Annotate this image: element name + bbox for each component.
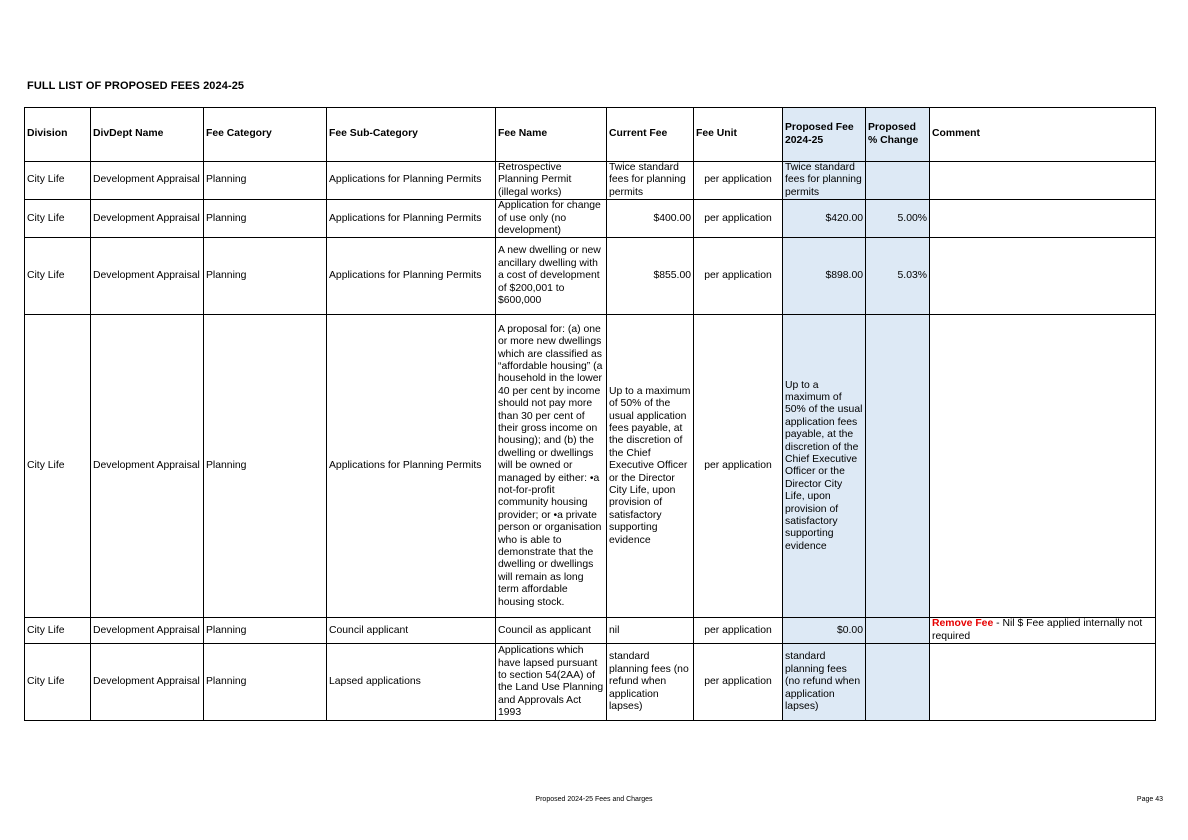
- table-row: [25, 200, 1156, 238]
- comment-cell: [930, 315, 1156, 618]
- header-fee-name: Fee Name: [496, 108, 607, 162]
- footer-page-number: Page 43: [1136, 796, 1163, 803]
- dept-cell: Development Appraisal: [91, 315, 204, 618]
- header-comment: Comment: [930, 108, 1156, 162]
- header-proposed-change: Proposed % Change: [866, 108, 930, 162]
- fee-name-cell: Application for change of use only (no development): [496, 200, 607, 238]
- table-row: [25, 618, 1156, 644]
- dept-cell: Development Appraisal: [91, 644, 204, 721]
- fee-unit-cell: per application: [694, 644, 783, 721]
- fee-unit-cell: per application: [694, 238, 783, 315]
- current-fee-cell: nil: [607, 618, 694, 644]
- change-cell: [866, 315, 930, 618]
- category-cell: Planning: [204, 238, 327, 315]
- proposed-fee-cell: Up to a maximum of 50% of the usual application fees payable, at the discretion of the Chief Executive Officer or the Director City Life, upon provision of satisfactory supporting evidence: [783, 315, 866, 618]
- comment-emphasis: Remove Fee: [932, 618, 994, 630]
- current-fee-cell: Up to a maximum of 50% of the usual application fees payable, at the discretion of the Chief Executive Officer or the Director City Life, upon provision of satisfactory supporting evidence: [607, 315, 694, 618]
- header-dept: DivDept Name: [91, 108, 204, 162]
- comment-cell: [930, 200, 1156, 238]
- comment-cell: [930, 238, 1156, 315]
- table-row: [25, 644, 1156, 721]
- current-fee-cell: $400.00: [607, 200, 694, 238]
- division-cell: City Life: [25, 644, 91, 721]
- dept-cell: Development Appraisal: [91, 238, 204, 315]
- proposed-fee-cell: $0.00: [783, 618, 866, 644]
- header-subcategory: Fee Sub-Category: [327, 108, 496, 162]
- dept-cell: Development Appraisal: [91, 618, 204, 644]
- fee-name-cell: Retrospective Planning Permit (illegal works): [496, 162, 607, 200]
- fee-name-cell: A proposal for: (a) one or more new dwellings which are classified as “affordable housing” (a household in the lower 40 per cent by income should not pay more than 30 per cent of their gross income on housing); and (b) the dwelling or dwellings will be owned or managed by either: •a not-for-profit community housing provider; or •a private person or organisation who is able to demonstrate that the dwelling or dwellings will remain as long term affordable housing stock.: [496, 315, 607, 618]
- table-row: [25, 162, 1156, 200]
- proposed-fee-cell: standard planning fees (no refund when application lapses): [783, 644, 866, 721]
- proposed-fee-cell: Twice standard fees for planning permits: [783, 162, 866, 200]
- division-cell: City Life: [25, 315, 91, 618]
- subcategory-cell: Applications for Planning Permits: [327, 162, 496, 200]
- subcategory-cell: Applications for Planning Permits: [327, 315, 496, 618]
- fee-unit-cell: per application: [694, 618, 783, 644]
- subcategory-cell: Lapsed applications: [327, 644, 496, 721]
- current-fee-cell: $855.00: [607, 238, 694, 315]
- current-fee-cell: standard planning fees (no refund when application lapses): [607, 644, 694, 721]
- header-current-fee: Current Fee: [607, 108, 694, 162]
- current-fee-cell: Twice standard fees for planning permits: [607, 162, 694, 200]
- category-cell: Planning: [204, 162, 327, 200]
- fee-unit-cell: per application: [694, 315, 783, 618]
- fee-name-cell: Council as applicant: [496, 618, 607, 644]
- comment-cell: [930, 644, 1156, 721]
- division-cell: City Life: [25, 238, 91, 315]
- header-fee-unit: Fee Unit: [694, 108, 783, 162]
- page-title: FULL LIST OF PROPOSED FEES 2024-25: [27, 80, 245, 92]
- footer-document-title: Proposed 2024-25 Fees and Charges: [535, 796, 653, 803]
- proposed-fee-cell: $420.00: [783, 200, 866, 238]
- subcategory-cell: Applications for Planning Permits: [327, 238, 496, 315]
- table-row: [25, 315, 1156, 618]
- table-header-row: [25, 108, 1156, 162]
- change-cell: [866, 644, 930, 721]
- fees-table: [24, 107, 1156, 721]
- category-cell: Planning: [204, 618, 327, 644]
- header-proposed-fee: Proposed Fee 2024-25: [783, 108, 866, 162]
- comment-cell: [930, 618, 1156, 644]
- dept-cell: Development Appraisal: [91, 200, 204, 238]
- category-cell: Planning: [204, 200, 327, 238]
- fee-name-cell: Applications which have lapsed pursuant to section 54(2AA) of the Land Use Planning and Approvals Act 1993: [496, 644, 607, 721]
- dept-cell: Development Appraisal: [91, 162, 204, 200]
- division-cell: City Life: [25, 618, 91, 644]
- division-cell: City Life: [25, 200, 91, 238]
- header-division: Division: [25, 108, 91, 162]
- change-cell: [866, 162, 930, 200]
- division-cell: City Life: [25, 162, 91, 200]
- change-cell: [866, 618, 930, 644]
- subcategory-cell: Applications for Planning Permits: [327, 200, 496, 238]
- comment-text: - Nil $ Fee applied internally not required: [932, 618, 1143, 642]
- table-row: [25, 238, 1156, 315]
- proposed-fee-cell: $898.00: [783, 238, 866, 315]
- fee-name-cell: A new dwelling or new ancillary dwelling with a cost of development of $200,001 to $600,000: [496, 238, 607, 315]
- category-cell: Planning: [204, 644, 327, 721]
- category-cell: Planning: [204, 315, 327, 618]
- fee-unit-cell: per application: [694, 200, 783, 238]
- comment-cell: [930, 162, 1156, 200]
- change-cell: 5.03%: [866, 238, 930, 315]
- fee-unit-cell: per application: [694, 162, 783, 200]
- header-category: Fee Category: [204, 108, 327, 162]
- subcategory-cell: Council applicant: [327, 618, 496, 644]
- change-cell: 5.00%: [866, 200, 930, 238]
